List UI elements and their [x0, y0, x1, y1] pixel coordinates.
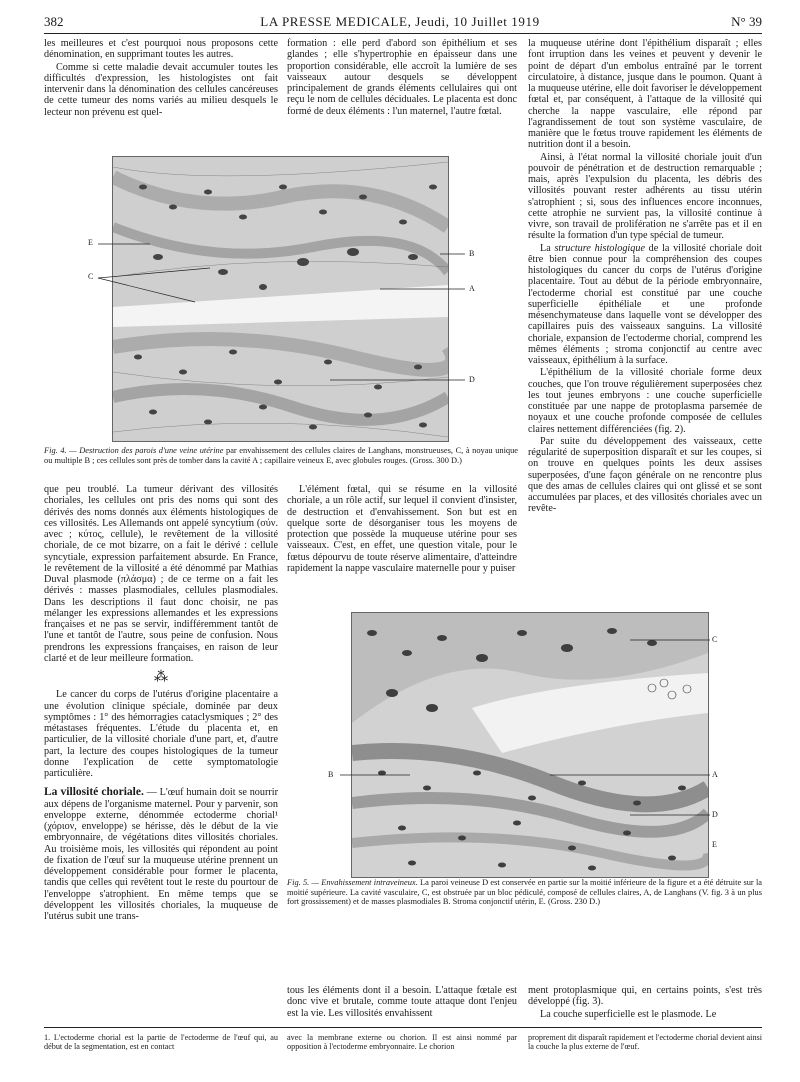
footnote-part-2: avec la membrane externe ou chorion. Il est ainsi nommé par opposition à l'ectoderme embryonnaire. Le chorion: [287, 1033, 517, 1052]
figure-4-caption-title: Fig. 4. — Destruction des parois d'une veine utérine: [44, 446, 224, 455]
paragraph: que peu troublé. La tumeur dérivant des villosités choriales, les cellules ont pris des noms qui sont des dérivés des noms donnés aux éléments histologiques de ces villosités. Les Allemands ont appelé syncytium (σύν. avec ; κύτος, cellule), le revêtement de la villosité choriale, de ce mot bizarre, on a fait le dérivé : cellule syncytiale, expression parfaitement absurde. En France, le revêtement de la villosité a été dénommé par Mathias Duval plasmode (πλάσμα) ; de ce terme on a fait les dérivés : masses plasmodiales, cellules plasmodiales. Dans les descriptions il faut donc choisir, ne pas mélanger les expressions allemandes et les expressions françaises et ne pas se servir, indifféremment tantôt de l'une et tantôt de l'autre, sous peine de confusion. Nous prendrons les expressions françaises, en raison de leur clarté et de leur meilleure formation.: [44, 484, 278, 664]
footnote-part-1: 1. L'ectoderme chorial est la partie de l'ectoderme de l'œuf qui, au début de la segmentation, est en contact: [44, 1033, 278, 1052]
figure-4-label-b: B: [469, 249, 475, 258]
paragraph: la muqueuse utérine dont l'épithélium disparaît ; elles font irruption dans les veines et peuvent y devenir le point de départ d'un embolus entraîné par le torrent circulatoire, à distance, jusque dans le poumon. Quant à la muqueuse utérine, elle doit favoriser le développement fœtal et, par conséquent, à l'attaque de la villosité qui cherche la nappe vasculaire, elle répond par l'agrandissement de tout son système vasculaire, de manière que le fœtus trouve rapidement les éléments de nutrition dont il a besoin.: [528, 38, 762, 151]
page-number: 382: [44, 14, 64, 29]
figure-5-caption-text: La paroi veineuse D est conservée en partie sur la moitié inférieure de la figure et a été détruite sur la moitié supérieure. La cavité vasculaire, C, est obstruée par un bloc pédiculé, composé de cellules claires, A, de Langhans (V. fig. 3 à un plus fort grossissement) et de masses plasmodiales B. Stroma conjonctif utérin, E. (Gross. 230 D.): [287, 878, 762, 907]
column-2-top: [287, 38, 517, 118]
paragraph: Comme si cette maladie devait accumuler toutes les difficultés d'expression, les histologistes ont fait intervenir dans la dénomination des cellules cancéreuses de cette tumeur des noms variés au milieu desquels le lecteur non prévenu est quel-: [44, 61, 278, 118]
footnote-part-3: proprement dit disparaît rapidement et l'ectoderme chorial devient ainsi la couche la plus externe de l'œuf.: [528, 1033, 762, 1052]
section-heading: La villosité choriale.: [44, 786, 144, 799]
column-3-bottom: [528, 985, 762, 1021]
figure-5-label-d: D: [712, 810, 718, 819]
column-2-bottom: [287, 985, 517, 1020]
figure-4-label-d: D: [469, 375, 475, 384]
figure-4-leader-lines: [80, 150, 490, 450]
figure-5-label-a: A: [712, 770, 718, 779]
paragraph: La couche superficielle est le plasmode. Le: [540, 1008, 717, 1020]
figure-5-caption: [287, 878, 762, 907]
paragraph: ment protoplasmique qui, en certains points, s'est très développé (fig. 3).: [528, 985, 762, 1008]
paragraph: les meilleures et c'est pourquoi nous proposons cette dénomination, en supprimant toutes les autres.: [44, 38, 278, 61]
asterism: ⁂: [154, 670, 168, 685]
figure-4-label-c: C: [88, 272, 94, 281]
column-1-bottom: [44, 484, 278, 923]
figure-4-caption-text: par envahissement des cellules claires de Langhans, monstrueuses, C, à noyau unique ou multiple B ; ces cellules sont près de tomber dans la cavité A ; capillaire veineux E, avec globules rouges. (Gross. 300 D.): [44, 446, 519, 465]
figure-4-label-a: A: [469, 284, 475, 293]
figure-5-caption-title: Fig. 5. — Envahissement intraveineux.: [287, 878, 418, 887]
paragraph: La structure histologique de la villosité choriale doit être bien connue pour la compréhension des coupes histologiques du cancer du corps de l'utérus d'origine placentaire. Tout au début de la période embryonnaire, l'ectoderme chorial est constitué par une couche superficielle épithéliale et une profonde mésenchymateuse dans laquelle vont se développer des capillaires puis des vaisseaux sanguins. La villosité choriale, expansion de l'ectoderme chorial, comprend les mêmes éléments ; stroma conjonctif au centre avec vaisseaux, épithélium à la surface.: [528, 242, 762, 366]
paragraph: tous les éléments dont il a besoin. L'attaque fœtale est donc vive et brutale, comme toute attaque dont l'enjeu est la vie. Les villosités envahissent: [287, 985, 517, 1019]
figure-5-leader-lines: [330, 600, 730, 870]
column-3: [528, 38, 762, 516]
paragraph: formation : elle perd d'abord son épithélium et ses glandes ; elle s'hypertrophie en épaisseur dans une proportion considérable, elle accroît la lumière de ses vaisseaux autour desquels se développent principalement de grands éléments cellulaires qui ont reçu le nom de cellules déciduales. Le placenta est donc formé de deux éléments : l'un maternel, l'autre fœtal.: [287, 38, 517, 117]
figure-5-label-b: B: [328, 770, 334, 779]
figure-5-label-c: C: [712, 635, 718, 644]
issue-number: N° 39: [731, 14, 762, 29]
paragraph: L'épithélium de la villosité choriale forme deux couches, que l'on trouve régulièrement superposées chez les tout jeunes embryons : une couche superficielle constituée par une nappe de protoplasma parsemée de noyaux et une couche profonde composée de cellules claires nettement différenciées (fig. 2).: [528, 367, 762, 435]
figure-4-caption: [44, 446, 518, 465]
paragraph: L'élément fœtal, qui se résume en la villosité choriale, a un rôle actif, sur lequel il convient d'insister, de destruction et d'envahissement. Son but est en quelque sorte de désorganiser tous les moyens de protection que possède la muqueuse utérine pour ses vaisseaux. C'est, en effet, une question vitale, pour le fœtus dépourvu de toute réserve alimentaire, d'atteindre rapidement la nappe vasculaire maternelle pour y puiser: [287, 484, 517, 574]
figure-4-label-e: E: [88, 238, 93, 247]
figure-5-label-e: E: [712, 840, 717, 849]
paragraph: Ainsi, à l'état normal la villosité choriale jouit d'un pouvoir de pénétration et de destruction remarquable ; mais, après l'expulsion du placenta, les débris des villosités pouvant rester adhérents au tissu utérin s'atrophient ; si, sous des influences encore inconnues, cette atrophie ne survient pas, la villosité continue à vivre, son travail de prolifération ne s'arrête pas et il en résulte la formation d'un type spécial de tumeur.: [528, 151, 762, 242]
footnote-rule: [44, 1027, 762, 1028]
header-rule: [44, 33, 762, 34]
column-1-top: [44, 38, 278, 119]
journal-title: LA PRESSE MEDICALE, Jeudi, 10 Juillet 1919: [260, 14, 540, 29]
paragraph: Le cancer du corps de l'utérus d'origine placentaire a une évolution clinique spéciale, dominée par deux symptômes : 1° des hémorragies cataclysmiques ; 2° des métastases fréquentes. L'étude du placenta et, en particulier, de la villosité choriale d'une part, et, d'autre part, la lecture des coupes histologiques de la tumeur donne l'explication de cette symptomatologie particulière.: [44, 689, 278, 779]
column-2-middle: [287, 484, 517, 575]
paragraph: La villosité choriale. — L'œuf humain doit se nourrir aux dépens de l'organisme maternel. Pour y parvenir, son enveloppe externe, dénommée ectoderme chorial¹ (χόριον, enveloppe) se hérisse, dès le début de la vie embryonnaire, de végétations dites villosités choriales. Au troisième mois, les villosités qui répondent au point de fixation de l'œuf sur la muqueuse utérine prennent un développement considérable pour former le placenta, tandis que celles qui revêtent tout le reste du pourtour de l'enveloppe s'atrophient. En même temps que se développent les villosités choriales, la muqueuse de l'utérus subit une trans-: [44, 786, 278, 922]
paragraph: Par suite du développement des vaisseaux, cette régularité de superposition disparaît et sur les coupes, si on trouve en quelques points les deux assises superposées, d'une façon générale on ne rencontre plus que des amas de cellules claires qui ont glissé et se sont accumulées par places, et des villosités choriales avec un revête-: [528, 435, 762, 515]
